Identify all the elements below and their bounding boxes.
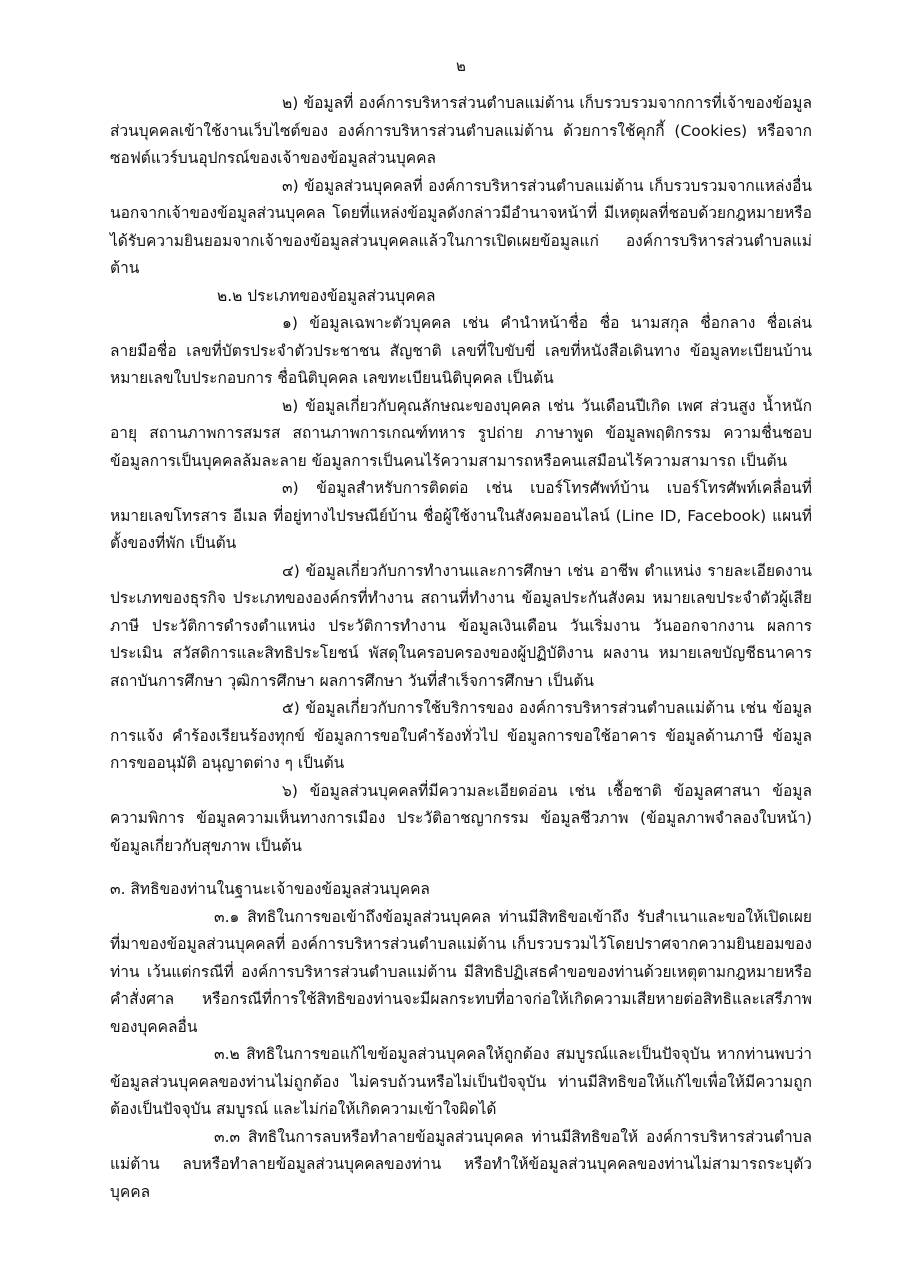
paragraph-type-contact: ๓) ข้อมูลสำหรับการติดต่อ เช่น เบอร์โทรศัพท์บ้าน เบอร์โทรศัพท์เคลื่อนที่ หมายเลขโทรสาร อีเมล ที่อยู่ทางไปรษณีย์บ้าน ชื่อผู้ใช้งานในสังคมออนไลน์ (Line ID, Facebook) แผนที่ตั้งของที่พัก เป็นต้น bbox=[110, 479, 812, 552]
paragraph-type-service-use: ๕) ข้อมูลเกี่ยวกับการใช้บริการของ องค์การบริหารส่วนตำบลแม่ต้าน เช่น ข้อมูลการแจ้ง คำร้องเรียนร้องทุกข์ ข้อมูลการขอใบคำร้องทั่วไป ข้อมูลการขอใช้อาคาร ข้อมูลด้านภาษี ข้อมูลการขออนุมัติ อนุญาตต่าง ๆ เป็นต้น bbox=[110, 699, 812, 772]
paragraph-collected-from-other-sources: ๓) ข้อมูลส่วนบุคคลที่ องค์การบริหารส่วนตำบลแม่ต้าน เก็บรวบรวมจากแหล่งอื่นนอกจากเจ้าของข้อมูลส่วนบุคคล โดยที่แหล่งข้อมูลดังกล่าวมีอำนาจหน้าที่ มีเหตุผลที่ชอบด้วยกฎหมายหรือได้รับความยินยอมจากเจ้าของข้อมูลส่วนบุคคลแล้วในการเปิดเผยข้อมูลแก่ องค์การบริหารส่วนตำบลแม่ต้าน bbox=[110, 176, 812, 277]
paragraph-right-rectification: ๓.๒ สิทธิในการขอแก้ไขข้อมูลส่วนบุคคลให้ถูกต้อง สมบูรณ์และเป็นปัจจุบัน หากท่านพบว่าข้อมูลส่วนบุคคลของท่านไม่ถูกต้อง ไม่ครบถ้วนหรือไม่เป็นปัจจุบัน ท่านมีสิทธิขอให้แก้ไขเพื่อให้มีความถูกต้องเป็นปัจจุบัน สมบูรณ์ และไม่ก่อให้เกิดความเข้าใจผิดได้ bbox=[110, 1045, 812, 1118]
paragraph-collected-via-website: ๒) ข้อมูลที่ องค์การบริหารส่วนตำบลแม่ต้าน เก็บรวบรวมจากการที่เจ้าของข้อมูลส่วนบุคคลเข้าใช้งานเว็บไซต์ของ องค์การบริหารส่วนตำบลแม่ต้าน ด้วยการใช้คุกกี้ (Cookies) หรือจากซอฟต์แวร์บนอุปกรณ์ของเจ้าของข้อมูลส่วนบุคคล bbox=[110, 94, 812, 167]
heading-data-subject-rights: ๓. สิทธิของท่านในฐานะเจ้าของข้อมูลส่วนบุคคล bbox=[110, 880, 430, 898]
paragraph-type-characteristics: ๒) ข้อมูลเกี่ยวกับคุณลักษณะของบุคคล เช่น วันเดือนปีเกิด เพศ ส่วนสูง น้ำหนัก อายุ สถานภาพการสมรส สถานภาพการเกณฑ์ทหาร รูปถ่าย ภาษาพูด ข้อมูลพฤติกรรม ความชื่นชอบ ข้อมูลการเป็นบุคคลล้มละลาย ข้อมูลการเป็นคนไร้ความสามารถหรือคนเสมือนไร้ความสามารถ เป็นต้น bbox=[110, 396, 812, 470]
heading-personal-data-types: ๒.๒ ประเภทของข้อมูลส่วนบุคคล bbox=[217, 286, 436, 305]
page-number: ๒ bbox=[456, 57, 466, 75]
paragraph-type-sensitive: ๖) ข้อมูลส่วนบุคคลที่มีความละเอียดอ่อน เช่น เชื้อชาติ ข้อมูลศาสนา ข้อมูลความพิการ ข้อมูลความเห็นทางการเมือง ประวัติอาชญากรรม ข้อมูลชีวภาพ (ข้อมูลภาพจำลองใบหน้า) ข้อมูลเกี่ยวกับสุขภาพ เป็นต้น bbox=[110, 781, 812, 855]
paragraph-type-identity: ๑) ข้อมูลเฉพาะตัวบุคคล เช่น คำนำหน้าชื่อ ชื่อ นามสกุล ชื่อกลาง ชื่อเล่น ลายมือชื่อ เลขที่บัตรประจำตัวประชาชน สัญชาติ เลขที่ใบขับขี่ เลขที่หนังสือเดินทาง ข้อมูลทะเบียนบ้าน หมายเลขใบประกอบการ ชื่อนิติบุคคล เลขทะเบียนนิติบุคคล เป็นต้น bbox=[110, 314, 812, 387]
paragraph-right-erasure: ๓.๓ สิทธิในการลบหรือทำลายข้อมูลส่วนบุคคล ท่านมีสิทธิขอให้ องค์การบริหารส่วนตำบลแม่ต้าน ลบหรือทำลายข้อมูลส่วนบุคคลของท่าน หรือทำให้ข้อมูลส่วนบุคคลของท่านไม่สามารถระบุตัวบุคคล bbox=[110, 1127, 812, 1201]
paragraph-type-work-education: ๔) ข้อมูลเกี่ยวกับการทำงานและการศึกษา เช่น อาชีพ ตำแหน่ง รายละเอียดงาน ประเภทของธุรกิจ ประเภทขององค์กรที่ทำงาน สถานที่ทำงาน ข้อมูลประกันสังคม หมายเลขประจำตัวผู้เสียภาษี ประวัติการดำรงตำแหน่ง ประวัติการทำงาน ข้อมูลเงินเดือน วันเริ่มงาน วันออกจากงาน ผลการประเมิน สวัสดิการและสิทธิประโยชน์ พัสดุในครอบครองของผู้ปฏิบัติงาน ผลงาน หมายเลขบัญชีธนาคาร สถาบันการศึกษา วุฒิการศึกษา ผลการศึกษา วันที่สำเร็จการศึกษา เป็นต้น bbox=[110, 561, 812, 690]
paragraph-right-access: ๓.๑ สิทธิในการขอเข้าถึงข้อมูลส่วนบุคคล ท่านมีสิทธิขอเข้าถึง รับสำเนาและขอให้เปิดเผยที่มาของข้อมูลส่วนบุคคลที่ องค์การบริหารส่วนตำบลแม่ต้าน เก็บรวบรวมไว้โดยปราศจากความยินยอมของท่าน เว้นแต่กรณีที่ องค์การบริหารส่วนตำบลแม่ต้าน มีสิทธิปฏิเสธคำขอของท่านด้วยเหตุตามกฎหมายหรือคำสั่งศาล หรือกรณีที่การใช้สิทธิของท่านจะมีผลกระทบที่อาจก่อให้เกิดความเสียหายต่อสิทธิและเสรีภาพของบุคคลอื่น bbox=[110, 907, 812, 1036]
